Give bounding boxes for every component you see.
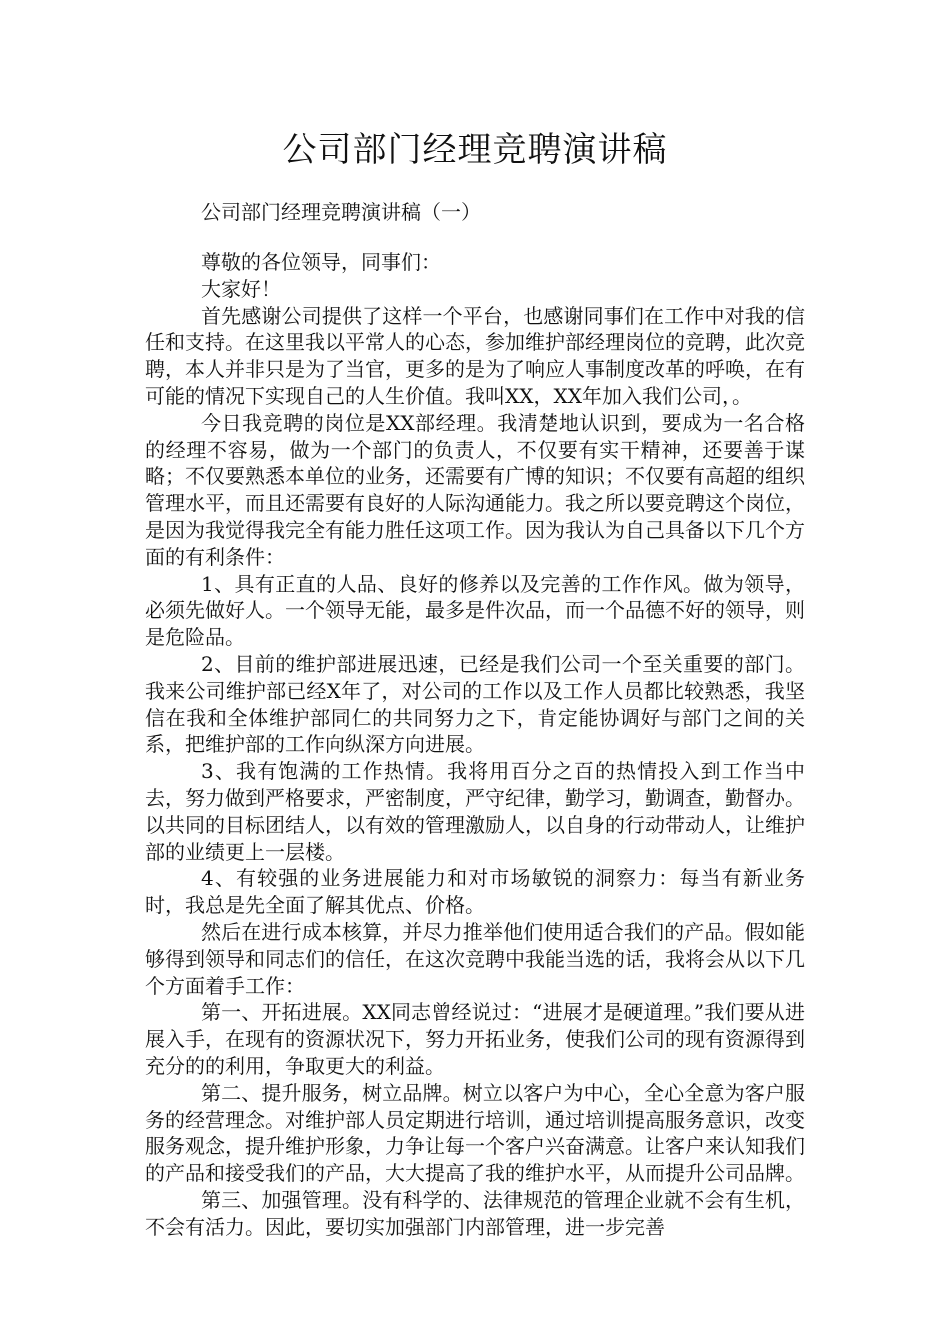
paragraph-greeting: 尊敬的各位领导，同事们： xyxy=(201,250,441,274)
paragraph-point-4: 4、有较强的业务进展能力和对市场敏锐的洞察力：每当有新业务时，我总是先全面了解其优点、价格。 xyxy=(145,866,805,918)
paragraph-position: 今日我竞聘的岗位是XX部经理。我清楚地认识到，要成为一名合格的经理不容易，做为一个部门的负责人，不仅要有实干精神，还要善于谋略；不仅要熟悉本单位的业务，还需要有广博的知识；不仅要有高超的组织管理水平，而且还需要有良好的人际沟通能力。我之所以要竞聘这个岗位，是因为我觉得我完全有能力胜任这项工作。因为我认为自己具备以下几个方面的有利条件： xyxy=(145,410,805,569)
paragraph-point-2: 2、目前的维护部进展迅速，已经是我们公司一个至关重要的部门。我来公司维护部已经X年了，对公司的工作以及工作人员都比较熟悉，我坚信在我和全体维护部同仁的共同努力之下，肯定能协调好与部门之间的关系，把维护部的工作向纵深方向进展。 xyxy=(145,651,805,757)
document-body xyxy=(145,249,805,1240)
paragraph-point-3: 3、我有饱满的工作热情。我将用百分之百的热情投入到工作当中去，努力做到严格要求，严密制度，严守纪律，勤学习，勤调查，勤督办。以共同的目标团结人，以有效的管理激励人，以自身的行动带动人，让维护部的业绩更上一层楼。 xyxy=(145,759,805,864)
paragraph-plan-1: 第一、开拓进展。XX同志曾经说过：“进展才是硬道理。”我们要从进展入手，在现有的资源状况下，努力开拓业务，使我们公司的现有资源得到充分的的利用，争取更大的利益。 xyxy=(145,1000,805,1078)
paragraph-plan-3: 第三、加强管理。没有科学的、法律规范的管理企业就不会有生机，不会有活力。因此，要切实加强部门内部管理，进一步完善 xyxy=(145,1187,805,1239)
paragraph-hello: 大家好！ xyxy=(201,276,281,301)
document-subtitle: 公司部门经理竞聘演讲稿（一） xyxy=(201,200,481,224)
paragraph-plan-intro: 然后在进行成本核算，并尽力推举他们使用适合我们的产品。假如能够得到领导和同志们的信任，在这次竞聘中我能当选的话，我将会从以下几个方面着手工作： xyxy=(145,919,805,998)
paragraph-point-1: 1、具有正直的人品、良好的修养以及完善的工作作风。做为领导，必须先做好人。一个领导无能，最多是件次品，而一个品德不好的领导，则是危险品。 xyxy=(145,571,805,650)
paragraph-plan-2: 第二、提升服务，树立品牌。树立以客户为中心，全心全意为客户服务的经营理念。对维护部人员定期进行培训，通过培训提高服务意识，改变服务观念，提升维护形象，力争让每一个客户兴奋满意。让客户来认知我们的产品和接受我们的产品，大大提高了我的维护水平，从而提升公司品牌。 xyxy=(145,1080,805,1186)
paragraph-intro: 首先感谢公司提供了这样一个平台，也感谢同事们在工作中对我的信任和支持。在这里我以平常人的心态，参加维护部经理岗位的竞聘，此次竞聘，本人并非只是为了当官，更多的是为了响应人事制度改革的呼唤，在有可能的情况下实现自己的人生价值。我叫XX，XX年加入我们公司，。 xyxy=(145,303,805,408)
document-title: 公司部门经理竞聘演讲稿 xyxy=(282,130,668,170)
